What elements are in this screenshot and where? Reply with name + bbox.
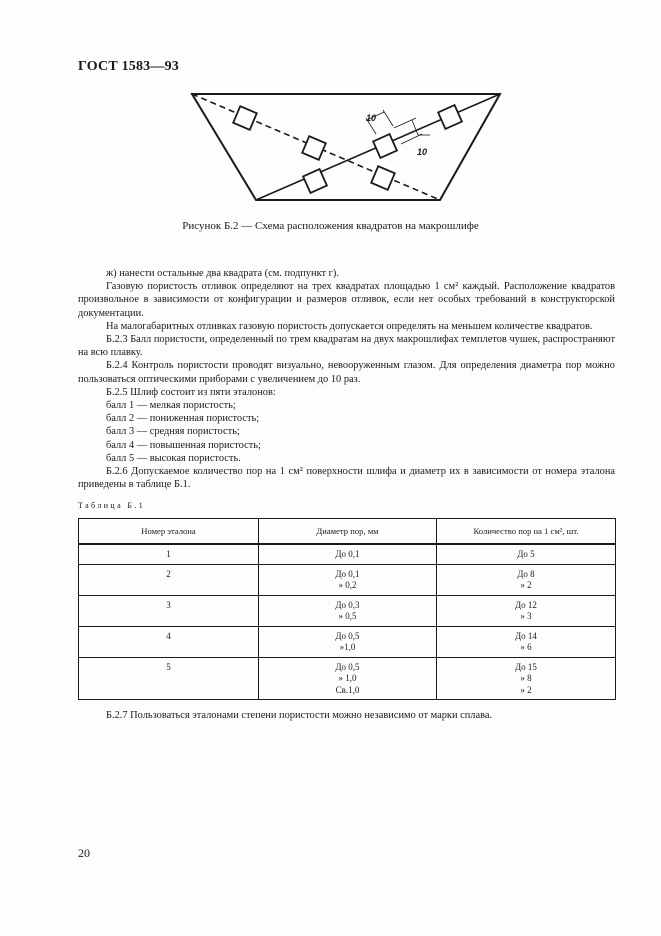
body-text <box>78 267 615 491</box>
diameter-value: » 1,0 <box>338 673 357 683</box>
paragraph: Б.2.4 Контроль пористости проводят визуально, невооруженным глазом. Для определения диаметра пор можно пользоваться оптическими приборами с увеличением до 10 раз. <box>78 360 615 385</box>
table-row <box>79 595 616 626</box>
table-row <box>79 544 616 564</box>
count-value: До 8 <box>517 568 535 579</box>
pore-count <box>437 657 616 700</box>
square-dashed-3 <box>371 166 395 190</box>
header-pore-diameter: Диаметр пор, мм <box>259 519 437 545</box>
pore-diameter <box>259 657 437 700</box>
table-row <box>79 564 616 595</box>
paragraph: На малогабаритных отливках газовую пористость допускается определять на меньшем количестве квадратов. <box>106 320 593 332</box>
list-item: балл 1 — мелкая пористость; <box>106 400 236 412</box>
count-value: До 14 <box>515 630 537 641</box>
diameter-value: До 0,5 <box>335 661 360 672</box>
pore-diameter <box>259 544 437 564</box>
pore-count <box>437 595 616 626</box>
list-item: балл 4 — повышенная пористость; <box>106 439 261 451</box>
pore-diameter <box>259 564 437 595</box>
porosity-table <box>78 518 616 700</box>
paragraph: Б.2.5 Шлиф состоит из пяти эталонов: <box>106 386 276 398</box>
final-paragraph: Б.2.7 Пользоваться эталонами степени пористости можно независимо от марки сплава. <box>106 710 493 721</box>
list-item: балл 2 — пониженная пористость; <box>106 413 260 425</box>
dim-label-b: 10 <box>417 147 428 157</box>
count-value: » 6 <box>520 642 532 652</box>
count-value: » 8 <box>520 673 532 683</box>
count-value: До 12 <box>515 599 537 610</box>
figure-caption: Рисунок Б.2 — Схема расположения квадратов на макрошлифе <box>182 220 479 232</box>
table-row <box>79 657 616 700</box>
list-item: балл 3 — средняя пористость; <box>106 426 240 438</box>
square-solid-2 <box>373 134 397 158</box>
pore-count <box>437 626 616 657</box>
etalon-number: 2 <box>79 564 259 595</box>
etalon-number: 4 <box>79 626 259 657</box>
pore-count <box>437 564 616 595</box>
document-header: ГОСТ 1583—93 <box>78 59 179 74</box>
pore-diameter <box>259 595 437 626</box>
table-label: Таблица Б.1 <box>78 501 146 510</box>
dim-label-a: 10 <box>366 113 377 123</box>
paragraph: ж) нанести остальные два квадрата (см. подпункт г). <box>106 268 339 279</box>
diameter-value: » 0,5 <box>338 611 357 621</box>
dim-ext-2 <box>383 110 393 126</box>
paragraph: Б.2.6 Допускаемое количество пор на 1 см² поверхности шлифа и диаметр их в зависимости от номера эталона приведены в таблице Б.1. <box>78 466 615 491</box>
page-number: 20 <box>78 846 90 860</box>
count-value: До 15 <box>515 661 537 672</box>
etalon-number: 5 <box>79 657 259 700</box>
header-etalon-number: Номер эталона <box>79 519 259 545</box>
pore-diameter <box>259 626 437 657</box>
paragraph: Газовую пористость отливок определяют на трех квадратах площадью 1 см² каждый. Расположение квадратов произвольное в зависимости от конфигурации и размеров отливок, если нет особых требований в конструкторской документации. <box>78 281 615 319</box>
diameter-value: До 0,3 <box>335 599 360 610</box>
etalon-number: 1 <box>79 544 259 564</box>
etalon-number: 3 <box>79 595 259 626</box>
header-pore-count: Количество пор на 1 см², шт. <box>437 519 616 545</box>
square-solid-3 <box>303 169 327 193</box>
diameter-value: До 0,1 <box>335 568 360 579</box>
dim-ext-3 <box>394 118 416 128</box>
square-solid-1 <box>438 105 462 129</box>
diameter-value: До 0,5 <box>335 630 360 641</box>
macrosection-diagram <box>186 88 506 206</box>
table-header-row <box>79 519 616 545</box>
count-value: До 5 <box>517 549 535 559</box>
table-row <box>79 626 616 657</box>
dim-line-b <box>412 120 418 135</box>
count-value: » 3 <box>520 611 532 621</box>
diameter-value: До 0,1 <box>335 549 360 559</box>
square-dashed-2 <box>302 136 326 160</box>
paragraph: Б.2.3 Балл пористости, определенный по трем квадратам на двух макрошлифах темплетов чушек, распространяют на всю плавку. <box>78 334 615 359</box>
diameter-value: »1,0 <box>339 642 356 652</box>
square-dashed-1 <box>233 106 257 130</box>
count-value: » 2 <box>520 684 532 695</box>
pore-count <box>437 544 616 564</box>
diameter-value: Св.1,0 <box>335 684 360 695</box>
diameter-value: » 0,2 <box>338 580 357 590</box>
count-value: » 2 <box>520 580 532 590</box>
list-item: балл 5 — высокая пористость. <box>106 452 241 464</box>
